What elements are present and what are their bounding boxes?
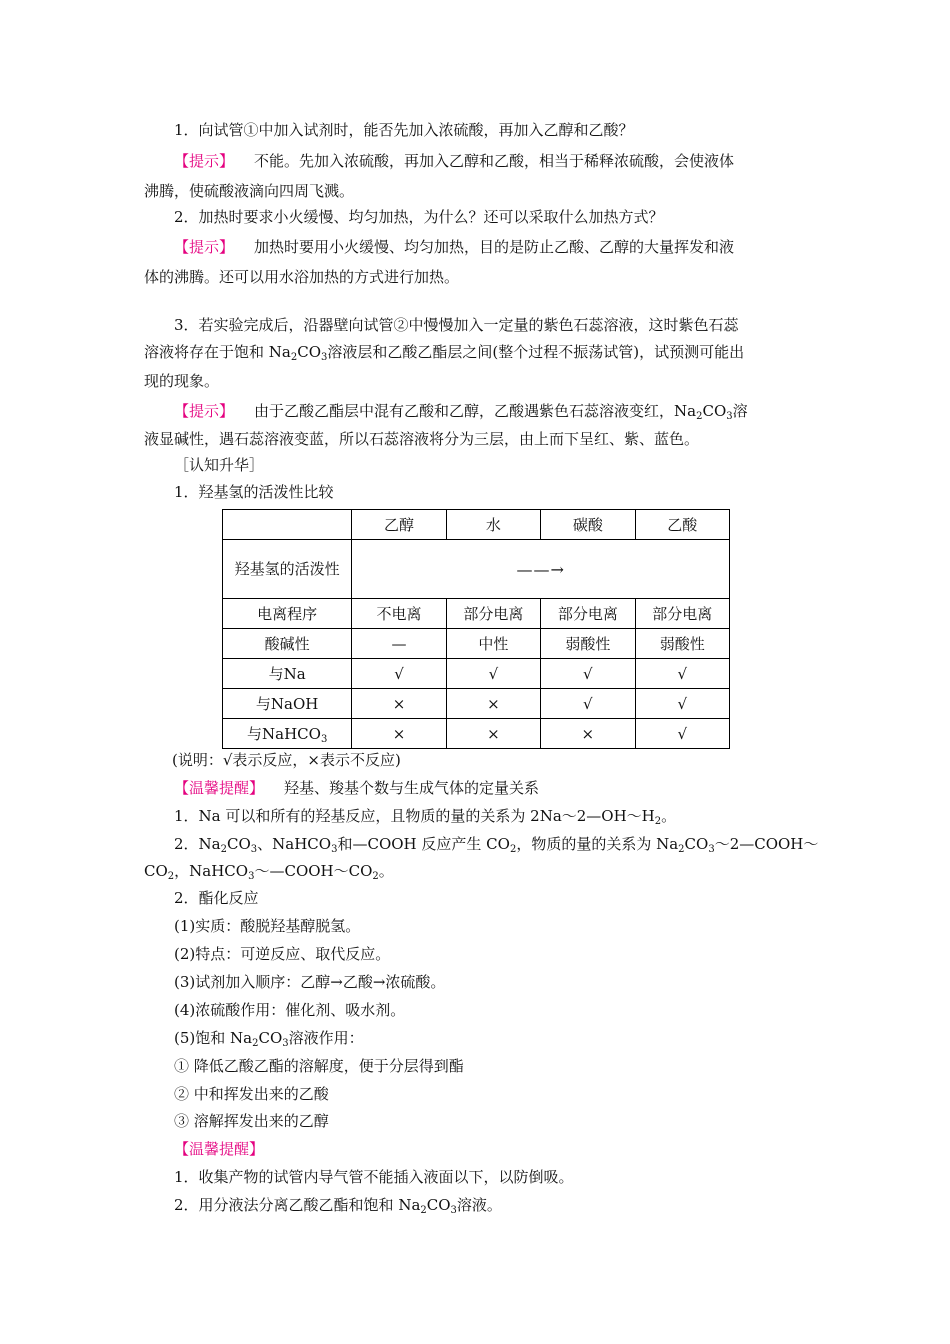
reminder-2-heading (174, 1138, 264, 1160)
ester-title: 2．酯化反应 (174, 889, 259, 907)
reminder-1-p2: 2．$Na_2CO_3$、NaHCO$_3$和—COOH 反应产生 $CO_2$，物质的量的关系为 $Na_2CO_3\sim 2—COOH\sim$ (174, 835, 819, 855)
hint-2-cont: 体的沸腾。还可以用水浴加热的方式进行加热。 (144, 268, 460, 286)
list-item: ③ 溶解挥发出来的乙醇 (174, 1112, 329, 1130)
section-title: ［认知升华］ (174, 456, 265, 474)
hint-label: 【提示】 (174, 402, 235, 420)
list-item: (5)饱和 $Na_2CO_3$溶液作用： (174, 1029, 364, 1049)
hint-3-cont: 液显碱性，遇石蕊溶液变蓝，所以石蕊溶液将分为三层，由上而下呈红、紫、蓝色。 (144, 430, 700, 448)
hint-1: 【提示】 不能。先加入浓硫酸，再加入乙醇和乙酸，相当于稀释浓硫酸，会使液体 (174, 152, 735, 170)
subsection-title: 1．羟基氢的活泼性比较 (174, 483, 334, 501)
list-item: ① 降低乙酸乙酯的溶解度，便于分层得到酯 (174, 1057, 464, 1075)
question-3-l2: 溶液将存在于饱和 $Na_2CO_3$溶液层和乙酸乙酯层之间(整个过程不振荡试管)，试预测可能出 (144, 343, 745, 363)
hint-1-cont: 沸腾，使硫酸液滴向四周飞溅。 (144, 182, 355, 200)
table-row: 与Na √ √ √ √ (223, 659, 730, 689)
reminder-label: 【温馨提醒】 (174, 779, 265, 797)
question-1: 1．向试管①中加入试剂时，能否先加入浓硫酸，再加入乙醇和乙酸？ (174, 121, 634, 139)
reminder-1-p1: 1．Na 可以和所有的羟基反应，且物质的量的关系为 $2Na\sim 2—OH\sim H_2$。 (174, 807, 677, 827)
question-3: 3．若实验完成后，沿器壁向试管②中慢慢加入一定量的紫色石蕊溶液，这时紫色石蕊 (174, 316, 739, 334)
hint-2: 【提示】 加热时要用小火缓慢、均匀加热，目的是防止乙酸、乙醇的大量挥发和液 (174, 238, 735, 256)
table-row: 与NaHCO$_3$ × × × √ (223, 719, 730, 749)
reminder-1-p2-cont: $CO_2$，$NaHCO_3\sim—COOH\sim CO_2$。 (144, 862, 394, 882)
table-row: 电离程序 不电离 部分电离 部分电离 部分电离 (223, 599, 730, 629)
list-item: (2)特点：可逆反应、取代反应。 (174, 945, 391, 963)
question-2: 2．加热时要求小火缓慢、均匀加热，为什么？还可以采取什么加热方式？ (174, 208, 664, 226)
hint-label: 【提示】 (174, 152, 235, 170)
table-header-row: 乙醇 水 碳酸 乙酸 (223, 510, 730, 540)
table-note: (说明：√表示反应，×表示不反应) (172, 751, 401, 769)
reminder-1-heading: 【温馨提醒】 羟基、羧基个数与生成气体的定量关系 (174, 779, 540, 797)
question-3-l3: 现的现象。 (144, 372, 220, 390)
activity-arrow: ——→ (352, 540, 730, 599)
table-row: 酸碱性 — 中性 弱酸性 弱酸性 (223, 629, 730, 659)
list-item: ② 中和挥发出来的乙酸 (174, 1085, 329, 1103)
reminder-2-p2: 2．用分液法分离乙酸乙酯和饱和 $Na_2CO_3$溶液。 (174, 1196, 502, 1216)
hint-3: 【提示】 由于乙酸乙酯层中混有乙酸和乙醇，乙酸遇紫色石蕊溶液变红，$Na_2CO_3$溶 (174, 402, 748, 422)
list-item: (3)试剂加入顺序：乙醇→乙酸→浓硫酸。 (174, 973, 446, 991)
list-item: (1)实质：酸脱羟基醇脱氢。 (174, 917, 361, 935)
reminder-label: 【温馨提醒】 (174, 1140, 265, 1158)
list-item: (4)浓硫酸作用：催化剂、吸水剂。 (174, 1001, 406, 1019)
table-row: 与NaOH × × √ √ (223, 689, 730, 719)
comparison-table (222, 509, 730, 749)
hint-label: 【提示】 (174, 238, 235, 256)
table-row: 羟基氢的活泼性 ——→ (223, 540, 730, 599)
reminder-2-p1: 1．收集产物的试管内导气管不能插入液面以下，以防倒吸。 (174, 1168, 574, 1186)
